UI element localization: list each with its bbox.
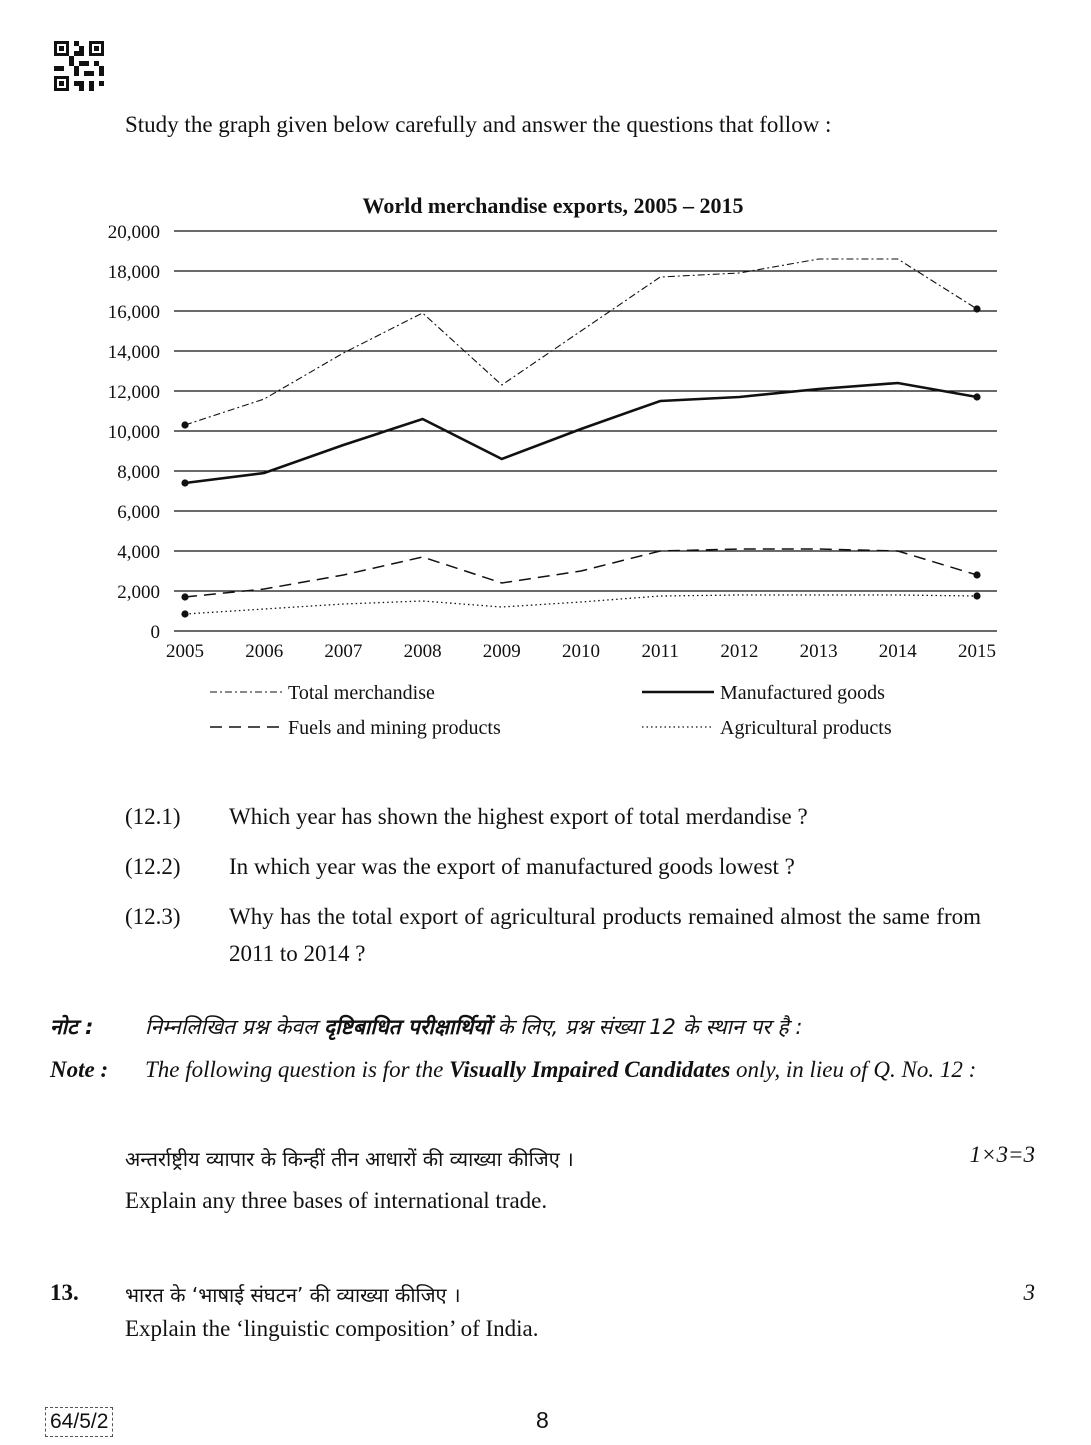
series-endpoint xyxy=(973,592,980,599)
series-endpoint xyxy=(973,571,980,578)
question-12-2 xyxy=(125,848,985,885)
vi-question-hindi: अन्तर्राष्ट्रीय व्यापार के किन्हीं तीन आधारों की व्याख्या कीजिए । xyxy=(125,1147,574,1171)
x-tick-label: 2005 xyxy=(166,641,204,662)
x-tick-label: 2009 xyxy=(482,641,521,662)
note-english xyxy=(50,1052,990,1088)
question-text: Which year has shown the highest export of total merdandise ? xyxy=(229,804,808,829)
y-tick-label: 10,000 xyxy=(107,422,160,443)
question-13-number: 13. xyxy=(50,1280,79,1305)
x-tick-label: 2013 xyxy=(799,641,838,662)
x-tick-label: 2014 xyxy=(878,641,917,662)
question-number: (12.2) xyxy=(125,854,181,879)
note-english-label: Note : xyxy=(50,1057,109,1082)
note-english-bold: Visually Impaired Candidates xyxy=(449,1057,731,1082)
x-tick-label: 2008 xyxy=(403,641,442,662)
question-12-1 xyxy=(125,798,985,835)
note-english-part: only, in lieu of Q. No. 12 : xyxy=(730,1057,977,1082)
x-tick-label: 2012 xyxy=(720,641,759,662)
y-axis-ticks xyxy=(108,222,160,643)
legend-label: Agricultural products xyxy=(720,717,892,739)
y-tick-label: 12,000 xyxy=(107,382,160,403)
x-tick-label: 2006 xyxy=(245,641,284,662)
question-number: (12.3) xyxy=(125,904,181,929)
qr-code-icon xyxy=(54,41,104,91)
page-number: 8 xyxy=(536,1407,549,1433)
chart-title: World merchandise exports, 2005 – 2015 xyxy=(362,193,744,218)
series-endpoint xyxy=(973,393,980,400)
legend-label: Total merchandise xyxy=(288,682,435,704)
question-13-marks: 3 xyxy=(1023,1280,1035,1305)
vi-question-marks: 1×3=3 xyxy=(969,1142,1035,1167)
chart-legend xyxy=(210,682,892,739)
x-tick-label: 2011 xyxy=(641,641,679,662)
series-endpoint xyxy=(181,593,188,600)
question-number: (12.1) xyxy=(125,804,181,829)
y-tick-label: 2,000 xyxy=(117,582,160,603)
y-tick-label: 14,000 xyxy=(107,342,160,363)
intro-text: Study the graph given below carefully and answer the questions that follow : xyxy=(125,112,832,137)
note-english-part: The following question is for the xyxy=(145,1057,450,1082)
series-endpoint xyxy=(973,305,980,312)
y-tick-label: 4,000 xyxy=(117,542,160,563)
y-tick-label: 6,000 xyxy=(117,502,160,523)
question-text: Why has the total export of agricultural products remained almost the same from 2011 to 2014 ? xyxy=(229,904,981,966)
y-tick-label: 16,000 xyxy=(107,302,160,323)
question-12-3 xyxy=(125,898,985,972)
note-hindi-text xyxy=(145,1009,802,1045)
question-13-hindi: भारत के ‘भाषाई संघटन’ की व्याख्या कीजिए । xyxy=(125,1283,461,1307)
series-line xyxy=(185,549,977,597)
note-hindi xyxy=(50,1009,1040,1045)
paper-code: 64/5/2 xyxy=(45,1407,113,1437)
series-line xyxy=(185,595,977,614)
series-endpoint xyxy=(181,610,188,617)
chart-gridlines xyxy=(174,231,997,631)
exports-line-chart xyxy=(70,186,1020,756)
series-endpoint xyxy=(181,479,188,486)
note-hindi-bold: दृष्टिबाधित परीक्षार्थियों xyxy=(323,1015,491,1039)
note-hindi-part: निम्नलिखित प्रश्न केवल xyxy=(145,1015,324,1039)
x-tick-label: 2007 xyxy=(324,641,363,662)
x-axis-ticks xyxy=(166,641,996,662)
y-tick-label: 0 xyxy=(150,622,160,643)
chart-series xyxy=(181,259,980,618)
y-tick-label: 18,000 xyxy=(107,262,160,283)
y-tick-label: 20,000 xyxy=(107,222,160,243)
legend-label: Manufactured goods xyxy=(720,682,885,704)
series-line xyxy=(185,383,977,483)
question-text: In which year was the export of manufactured goods lowest ? xyxy=(229,854,795,879)
y-tick-label: 8,000 xyxy=(117,462,160,483)
question-13-english: Explain the ‘linguistic composition’ of India. xyxy=(125,1316,539,1341)
vi-question-english: Explain any three bases of international trade. xyxy=(125,1188,548,1213)
note-hindi-label: नोट : xyxy=(50,1015,94,1039)
note-english-text xyxy=(145,1052,990,1088)
legend-label: Fuels and mining products xyxy=(288,717,501,739)
note-hindi-part: के लिए, प्रश्न संख्या 12 के स्थान पर है : xyxy=(490,1015,803,1039)
x-tick-label: 2015 xyxy=(958,641,996,662)
series-line xyxy=(185,259,977,425)
x-tick-label: 2010 xyxy=(562,641,600,662)
series-endpoint xyxy=(181,421,188,428)
